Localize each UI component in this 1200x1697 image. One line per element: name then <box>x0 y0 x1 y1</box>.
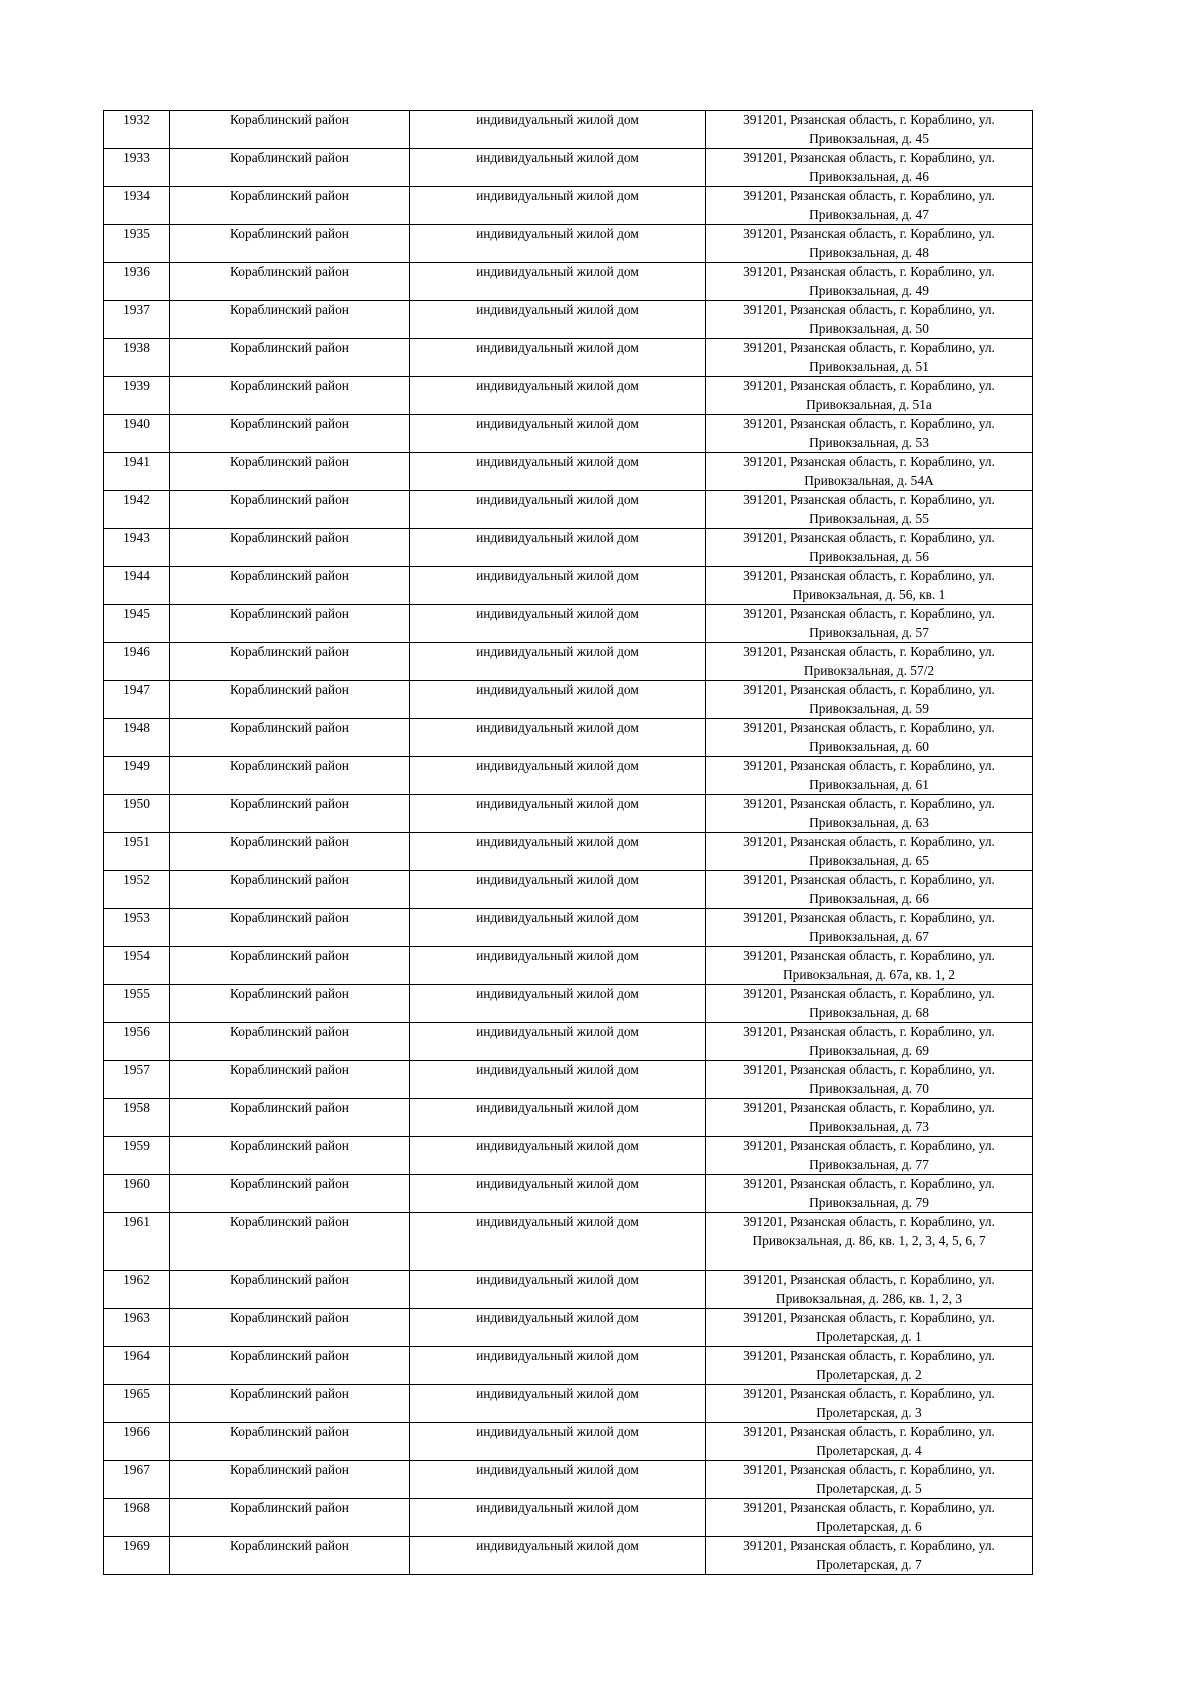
address-cell: 391201, Рязанская область, г. Кораблино, ул. Привокзальная, д. 286, кв. 1, 2, 3 <box>706 1271 1033 1309</box>
row-number-cell: 1941 <box>104 453 170 491</box>
object-type-cell: индивидуальный жилой дом <box>410 1537 706 1575</box>
row-number-cell: 1944 <box>104 567 170 605</box>
address-cell: 391201, Рязанская область, г. Кораблино, ул. Привокзальная, д. 68 <box>706 985 1033 1023</box>
address-cell: 391201, Рязанская область, г. Кораблино, ул. Пролетарская, д. 4 <box>706 1423 1033 1461</box>
address-cell: 391201, Рязанская область, г. Кораблино, ул. Привокзальная, д. 61 <box>706 757 1033 795</box>
table-row <box>104 1347 1033 1385</box>
address-cell: 391201, Рязанская область, г. Кораблино, ул. Пролетарская, д. 7 <box>706 1537 1033 1575</box>
address-cell: 391201, Рязанская область, г. Кораблино, ул. Привокзальная, д. 59 <box>706 681 1033 719</box>
address-cell: 391201, Рязанская область, г. Кораблино, ул. Привокзальная, д. 51 <box>706 339 1033 377</box>
address-cell: 391201, Рязанская область, г. Кораблино, ул. Привокзальная, д. 56 <box>706 529 1033 567</box>
address-cell: 391201, Рязанская область, г. Кораблино, ул. Привокзальная, д. 77 <box>706 1137 1033 1175</box>
row-number-cell: 1969 <box>104 1537 170 1575</box>
table-row <box>104 301 1033 339</box>
object-type-cell: индивидуальный жилой дом <box>410 415 706 453</box>
district-cell: Кораблинский район <box>170 1309 410 1347</box>
district-cell: Кораблинский район <box>170 605 410 643</box>
district-cell: Кораблинский район <box>170 947 410 985</box>
address-cell: 391201, Рязанская область, г. Кораблино, ул. Привокзальная, д. 67а, кв. 1, 2 <box>706 947 1033 985</box>
address-cell: 391201, Рязанская область, г. Кораблино, ул. Пролетарская, д. 3 <box>706 1385 1033 1423</box>
district-cell: Кораблинский район <box>170 225 410 263</box>
table-row <box>104 1175 1033 1213</box>
address-cell: 391201, Рязанская область, г. Кораблино, ул. Привокзальная, д. 51а <box>706 377 1033 415</box>
row-number-cell: 1937 <box>104 301 170 339</box>
district-cell: Кораблинский район <box>170 377 410 415</box>
table-row <box>104 1461 1033 1499</box>
district-cell: Кораблинский район <box>170 1061 410 1099</box>
table-row <box>104 909 1033 947</box>
district-cell: Кораблинский район <box>170 1423 410 1461</box>
object-type-cell: индивидуальный жилой дом <box>410 681 706 719</box>
object-type-cell: индивидуальный жилой дом <box>410 909 706 947</box>
table-row <box>104 1385 1033 1423</box>
table-row <box>104 225 1033 263</box>
table-row <box>104 111 1033 149</box>
table-row <box>104 529 1033 567</box>
address-cell: 391201, Рязанская область, г. Кораблино, ул. Привокзальная, д. 66 <box>706 871 1033 909</box>
row-number-cell: 1965 <box>104 1385 170 1423</box>
address-cell: 391201, Рязанская область, г. Кораблино, ул. Привокзальная, д. 53 <box>706 415 1033 453</box>
table-row <box>104 1309 1033 1347</box>
address-cell: 391201, Рязанская область, г. Кораблино, ул. Привокзальная, д. 47 <box>706 187 1033 225</box>
district-cell: Кораблинский район <box>170 1099 410 1137</box>
table-row <box>104 263 1033 301</box>
table-row <box>104 187 1033 225</box>
object-type-cell: индивидуальный жилой дом <box>410 567 706 605</box>
row-number-cell: 1945 <box>104 605 170 643</box>
address-cell: 391201, Рязанская область, г. Кораблино, ул. Пролетарская, д. 6 <box>706 1499 1033 1537</box>
row-number-cell: 1967 <box>104 1461 170 1499</box>
row-number-cell: 1968 <box>104 1499 170 1537</box>
district-cell: Кораблинский район <box>170 415 410 453</box>
object-type-cell: индивидуальный жилой дом <box>410 263 706 301</box>
district-cell: Кораблинский район <box>170 985 410 1023</box>
object-type-cell: индивидуальный жилой дом <box>410 1461 706 1499</box>
object-type-cell: индивидуальный жилой дом <box>410 453 706 491</box>
table-row <box>104 681 1033 719</box>
object-type-cell: индивидуальный жилой дом <box>410 947 706 985</box>
object-type-cell: индивидуальный жилой дом <box>410 1175 706 1213</box>
row-number-cell: 1950 <box>104 795 170 833</box>
district-cell: Кораблинский район <box>170 529 410 567</box>
row-number-cell: 1953 <box>104 909 170 947</box>
address-cell: 391201, Рязанская область, г. Кораблино, ул. Привокзальная, д. 63 <box>706 795 1033 833</box>
district-cell: Кораблинский район <box>170 795 410 833</box>
object-type-cell: индивидуальный жилой дом <box>410 1213 706 1271</box>
district-cell: Кораблинский район <box>170 301 410 339</box>
address-cell: 391201, Рязанская область, г. Кораблино, ул. Привокзальная, д. 56, кв. 1 <box>706 567 1033 605</box>
registry-table-body <box>104 111 1033 1575</box>
row-number-cell: 1940 <box>104 415 170 453</box>
object-type-cell: индивидуальный жилой дом <box>410 1499 706 1537</box>
table-row <box>104 1271 1033 1309</box>
district-cell: Кораблинский район <box>170 643 410 681</box>
row-number-cell: 1942 <box>104 491 170 529</box>
object-type-cell: индивидуальный жилой дом <box>410 1271 706 1309</box>
object-type-cell: индивидуальный жилой дом <box>410 225 706 263</box>
table-row <box>104 719 1033 757</box>
address-cell: 391201, Рязанская область, г. Кораблино, ул. Привокзальная, д. 55 <box>706 491 1033 529</box>
object-type-cell: индивидуальный жилой дом <box>410 719 706 757</box>
table-row <box>104 871 1033 909</box>
district-cell: Кораблинский район <box>170 1537 410 1575</box>
address-cell: 391201, Рязанская область, г. Кораблино, ул. Привокзальная, д. 49 <box>706 263 1033 301</box>
district-cell: Кораблинский район <box>170 681 410 719</box>
row-number-cell: 1959 <box>104 1137 170 1175</box>
address-cell: 391201, Рязанская область, г. Кораблино, ул. Пролетарская, д. 2 <box>706 1347 1033 1385</box>
row-number-cell: 1933 <box>104 149 170 187</box>
object-type-cell: индивидуальный жилой дом <box>410 643 706 681</box>
district-cell: Кораблинский район <box>170 833 410 871</box>
row-number-cell: 1951 <box>104 833 170 871</box>
object-type-cell: индивидуальный жилой дом <box>410 985 706 1023</box>
district-cell: Кораблинский район <box>170 149 410 187</box>
table-row <box>104 795 1033 833</box>
district-cell: Кораблинский район <box>170 1271 410 1309</box>
object-type-cell: индивидуальный жилой дом <box>410 491 706 529</box>
object-type-cell: индивидуальный жилой дом <box>410 833 706 871</box>
row-number-cell: 1932 <box>104 111 170 149</box>
object-type-cell: индивидуальный жилой дом <box>410 605 706 643</box>
row-number-cell: 1962 <box>104 1271 170 1309</box>
address-cell: 391201, Рязанская область, г. Кораблино, ул. Привокзальная, д. 45 <box>706 111 1033 149</box>
table-row <box>104 643 1033 681</box>
row-number-cell: 1939 <box>104 377 170 415</box>
address-cell: 391201, Рязанская область, г. Кораблино, ул. Пролетарская, д. 5 <box>706 1461 1033 1499</box>
table-row <box>104 605 1033 643</box>
table-row <box>104 377 1033 415</box>
table-row <box>104 1423 1033 1461</box>
row-number-cell: 1958 <box>104 1099 170 1137</box>
row-number-cell: 1934 <box>104 187 170 225</box>
address-cell: 391201, Рязанская область, г. Кораблино, ул. Привокзальная, д. 70 <box>706 1061 1033 1099</box>
address-cell: 391201, Рязанская область, г. Кораблино, ул. Привокзальная, д. 54А <box>706 453 1033 491</box>
row-number-cell: 1946 <box>104 643 170 681</box>
district-cell: Кораблинский район <box>170 1213 410 1271</box>
address-cell: 391201, Рязанская область, г. Кораблино, ул. Пролетарская, д. 1 <box>706 1309 1033 1347</box>
table-row <box>104 1061 1033 1099</box>
object-type-cell: индивидуальный жилой дом <box>410 1099 706 1137</box>
object-type-cell: индивидуальный жилой дом <box>410 149 706 187</box>
object-type-cell: индивидуальный жилой дом <box>410 871 706 909</box>
district-cell: Кораблинский район <box>170 1023 410 1061</box>
table-row <box>104 491 1033 529</box>
object-type-cell: индивидуальный жилой дом <box>410 1137 706 1175</box>
row-number-cell: 1963 <box>104 1309 170 1347</box>
district-cell: Кораблинский район <box>170 1499 410 1537</box>
district-cell: Кораблинский район <box>170 719 410 757</box>
address-cell: 391201, Рязанская область, г. Кораблино, ул. Привокзальная, д. 69 <box>706 1023 1033 1061</box>
row-number-cell: 1955 <box>104 985 170 1023</box>
object-type-cell: индивидуальный жилой дом <box>410 1385 706 1423</box>
district-cell: Кораблинский район <box>170 567 410 605</box>
district-cell: Кораблинский район <box>170 453 410 491</box>
district-cell: Кораблинский район <box>170 757 410 795</box>
row-number-cell: 1936 <box>104 263 170 301</box>
address-cell: 391201, Рязанская область, г. Кораблино, ул. Привокзальная, д. 57/2 <box>706 643 1033 681</box>
row-number-cell: 1952 <box>104 871 170 909</box>
object-type-cell: индивидуальный жилой дом <box>410 1347 706 1385</box>
table-row <box>104 1023 1033 1061</box>
district-cell: Кораблинский район <box>170 1347 410 1385</box>
row-number-cell: 1954 <box>104 947 170 985</box>
table-row <box>104 1537 1033 1575</box>
row-number-cell: 1957 <box>104 1061 170 1099</box>
table-row <box>104 453 1033 491</box>
address-cell: 391201, Рязанская область, г. Кораблино, ул. Привокзальная, д. 79 <box>706 1175 1033 1213</box>
address-cell: 391201, Рязанская область, г. Кораблино, ул. Привокзальная, д. 48 <box>706 225 1033 263</box>
table-row <box>104 567 1033 605</box>
address-cell: 391201, Рязанская область, г. Кораблино, ул. Привокзальная, д. 65 <box>706 833 1033 871</box>
district-cell: Кораблинский район <box>170 1385 410 1423</box>
address-cell: 391201, Рязанская область, г. Кораблино, ул. Привокзальная, д. 46 <box>706 149 1033 187</box>
district-cell: Кораблинский район <box>170 909 410 947</box>
table-row <box>104 1137 1033 1175</box>
table-row <box>104 415 1033 453</box>
address-cell: 391201, Рязанская область, г. Кораблино, ул. Привокзальная, д. 50 <box>706 301 1033 339</box>
object-type-cell: индивидуальный жилой дом <box>410 1023 706 1061</box>
table-row <box>104 1213 1033 1271</box>
district-cell: Кораблинский район <box>170 111 410 149</box>
district-cell: Кораблинский район <box>170 1461 410 1499</box>
table-row <box>104 757 1033 795</box>
address-cell: 391201, Рязанская область, г. Кораблино, ул. Привокзальная, д. 67 <box>706 909 1033 947</box>
object-type-cell: индивидуальный жилой дом <box>410 377 706 415</box>
object-type-cell: индивидуальный жилой дом <box>410 1309 706 1347</box>
row-number-cell: 1943 <box>104 529 170 567</box>
table-row <box>104 833 1033 871</box>
address-cell: 391201, Рязанская область, г. Кораблино, ул. Привокзальная, д. 60 <box>706 719 1033 757</box>
object-type-cell: индивидуальный жилой дом <box>410 757 706 795</box>
address-cell: 391201, Рязанская область, г. Кораблино, ул. Привокзальная, д. 57 <box>706 605 1033 643</box>
district-cell: Кораблинский район <box>170 187 410 225</box>
district-cell: Кораблинский район <box>170 339 410 377</box>
table-row <box>104 339 1033 377</box>
table-row <box>104 149 1033 187</box>
row-number-cell: 1961 <box>104 1213 170 1271</box>
row-number-cell: 1960 <box>104 1175 170 1213</box>
table-row <box>104 985 1033 1023</box>
district-cell: Кораблинский район <box>170 871 410 909</box>
object-type-cell: индивидуальный жилой дом <box>410 1061 706 1099</box>
row-number-cell: 1966 <box>104 1423 170 1461</box>
row-number-cell: 1935 <box>104 225 170 263</box>
row-number-cell: 1947 <box>104 681 170 719</box>
district-cell: Кораблинский район <box>170 263 410 301</box>
object-type-cell: индивидуальный жилой дом <box>410 795 706 833</box>
housing-registry-table <box>103 110 1033 1575</box>
object-type-cell: индивидуальный жилой дом <box>410 111 706 149</box>
address-cell: 391201, Рязанская область, г. Кораблино, ул. Привокзальная, д. 73 <box>706 1099 1033 1137</box>
table-row <box>104 947 1033 985</box>
row-number-cell: 1949 <box>104 757 170 795</box>
object-type-cell: индивидуальный жилой дом <box>410 529 706 567</box>
table-row <box>104 1099 1033 1137</box>
row-number-cell: 1948 <box>104 719 170 757</box>
district-cell: Кораблинский район <box>170 491 410 529</box>
object-type-cell: индивидуальный жилой дом <box>410 339 706 377</box>
row-number-cell: 1938 <box>104 339 170 377</box>
object-type-cell: индивидуальный жилой дом <box>410 1423 706 1461</box>
address-cell: 391201, Рязанская область, г. Кораблино, ул. Привокзальная, д. 86, кв. 1, 2, 3, 4, 5, 6, 7 <box>706 1213 1033 1271</box>
object-type-cell: индивидуальный жилой дом <box>410 187 706 225</box>
table-row <box>104 1499 1033 1537</box>
object-type-cell: индивидуальный жилой дом <box>410 301 706 339</box>
row-number-cell: 1956 <box>104 1023 170 1061</box>
district-cell: Кораблинский район <box>170 1137 410 1175</box>
row-number-cell: 1964 <box>104 1347 170 1385</box>
district-cell: Кораблинский район <box>170 1175 410 1213</box>
